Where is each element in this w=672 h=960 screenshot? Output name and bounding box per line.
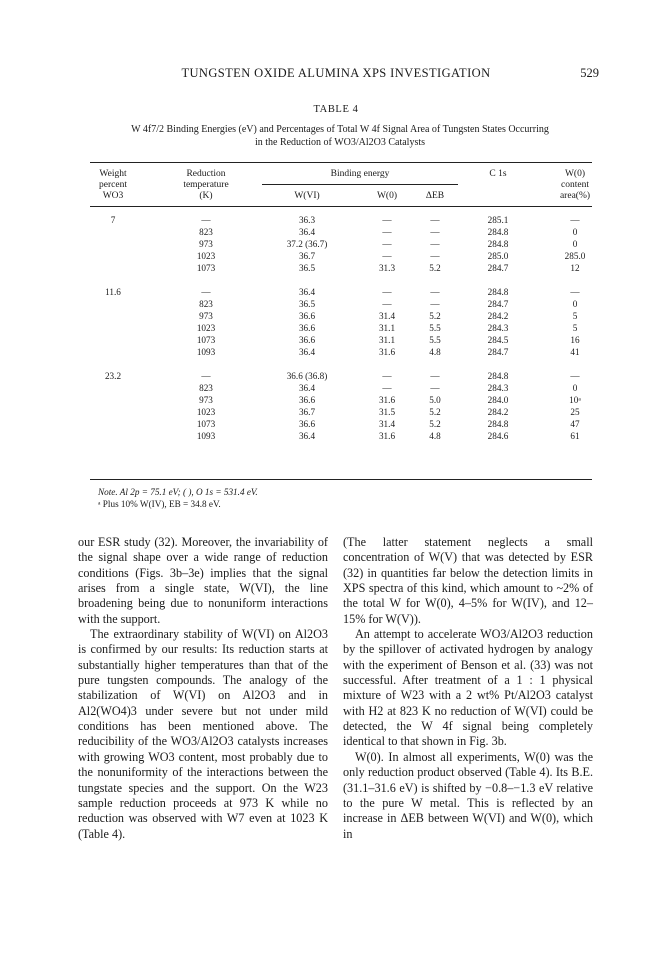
cell-temperature: 973 [199,239,213,250]
cell-w0-area: 0 [572,383,578,394]
cell-w0-area: 0 [572,239,578,250]
cell-temperature: — [201,371,211,381]
cell-wvi: 36.4 [298,287,316,297]
cell-w0: — [382,371,392,381]
table-caption [90,123,590,149]
cell-c1s: 284.6 [487,431,509,442]
cell-w0-area: 16 [570,335,580,346]
cell-deb: 5.2 [429,263,441,274]
cell-deb: 4.8 [429,431,441,442]
cell-w0-area: — [570,287,580,297]
cell-wvi: 36.7 [298,251,316,262]
cell-deb: — [430,251,440,262]
cell-deb: — [430,383,440,394]
cell-w0-area: 0 [572,227,578,238]
page-header [0,66,672,86]
cell-wvi: 36.5 [298,299,316,310]
cell-w0: — [382,251,392,262]
cell-w0-area: — [570,215,580,225]
right-paragraph-3: W(0). In almost all experiments, W(0) was the only reduction product observed (Table 4). Its B.E. (31.1–31.6 eV) is shifted by −0.8–−1.3 eV relative to the pure W metal. This is reflected by an increase in ΔEB between W(VI) and W(0), which in [343,749,593,841]
header-w0-content: W(0) content area(%) [559,169,591,201]
cell-temperature: 1093 [196,347,216,358]
cell-wvi: 36.6 [298,419,316,430]
cell-temperature: 823 [199,299,213,310]
header-deb: ΔEB [425,191,445,201]
header-c1s: C 1s [489,169,507,179]
cell-deb: — [430,227,440,238]
cell-temperature: 823 [199,227,213,238]
cell-c1s: 284.2 [487,407,509,418]
cell-c1s: 284.2 [487,311,509,322]
cell-w0: — [382,227,392,238]
right-paragraph-2: An attempt to accelerate WO3/Al2O3 reduction by the spillover of activated hydrogen by analogy with the experiment of Benson et al. (33) was not successful. After treatment of a 1 : 1 physical mixture of W23 with a 2 wt% Pt/Al2O3 catalyst with H2 at 823 K no reduction of W(VI) could be detected, the W 4f signal being completely identical to that shown in Fig. 3b. [343,627,593,749]
table-bottom-rule [90,479,592,480]
cell-w0-area: 25 [570,407,580,418]
cell-temperature: 1093 [196,431,216,442]
cell-deb: — [430,299,440,310]
header-wvi: W(VI) [294,191,320,201]
table-top-rule [90,162,592,163]
cell-temperature: 1073 [196,419,216,430]
cell-wvi: 37.2 (36.7) [286,239,328,250]
header-w0: W(0) [376,191,398,201]
cell-w0-area: 0 [572,299,578,310]
cell-c1s: 284.8 [487,287,509,297]
cell-temperature: 973 [199,311,213,322]
cell-c1s: 284.8 [487,371,509,381]
header-reduction: Reduction temperature (K) [183,169,229,201]
cell-w0: 31.4 [378,311,396,322]
cell-wvi: 36.4 [298,431,316,442]
cell-temperature: — [201,215,211,225]
cell-temperature: — [201,287,211,297]
cell-c1s: 284.3 [487,383,509,394]
cell-temperature: 1073 [196,335,216,346]
cell-weight-percent: 11.6 [105,287,121,297]
running-head: TUNGSTEN OXIDE ALUMINA XPS INVESTIGATION [181,66,491,80]
cell-c1s: 284.3 [487,323,509,334]
cell-temperature: 973 [199,395,213,406]
binding-energy-rule [262,184,458,185]
cell-c1s: 284.7 [487,299,509,310]
cell-c1s: 284.0 [487,395,509,406]
cell-temperature: 823 [199,383,213,394]
cell-wvi: 36.6 [298,323,316,334]
cell-w0: 31.6 [378,431,396,442]
cell-w0-area: 10ᵃ [569,395,581,406]
cell-temperature: 1023 [196,251,216,262]
cell-w0: 31.1 [378,323,396,334]
cell-deb: — [430,371,440,381]
table-label: TABLE 4 [313,104,359,115]
table-note: Note. Al 2p = 75.1 eV; ( ), O 1s = 531.4 eV. [98,487,258,497]
cell-wvi: 36.6 [298,311,316,322]
cell-w0: 31.4 [378,419,396,430]
cell-w0-area: 12 [570,263,580,274]
cell-w0-area: 5 [572,323,578,334]
cell-w0-area: 61 [570,431,580,442]
cell-w0: 31.3 [378,263,396,274]
cell-deb: — [430,215,440,225]
cell-c1s: 284.5 [487,335,509,346]
body-column-left [78,535,328,842]
cell-w0-area: 47 [570,419,580,430]
right-paragraph-1: (The latter statement neglects a small concentration of W(V) that was detected by ESR (32) in quantities far below the detection limits in XPS spectra of this kind, which amount to ~2% of the total W for W(0), 4–5% for W(IV), and 12–15% for W(V)). [343,535,593,626]
cell-w0: — [382,215,392,225]
cell-c1s: 285.0 [487,251,509,262]
left-paragraph-2: The extraordinary stability of W(VI) on Al2O3 is confirmed by our results: Its reduction starts at substantially higher temperatures than that of the pure tungsten compounds. The analogy of the stabilization of W(VI) on Al2O3 and in Al2(WO4)3 under severe but not under mild conditions has been mentioned above. The reducibility of the WO3/Al2O3 catalysts increases with growing WO3 content, most probably due to the nonuniformity of the interactions between the tungstate species and the support. On the W23 sample reduction proceeds at 973 K while no reduction was observed with W7 even at 1023 K (Table 4). [78,627,328,841]
cell-w0-area: — [570,371,580,381]
cell-wvi: 36.3 [298,215,316,225]
cell-w0-area: 5 [572,311,578,322]
cell-c1s: 284.7 [487,347,509,358]
cell-wvi: 36.7 [298,407,316,418]
cell-wvi: 36.6 [298,335,316,346]
cell-wvi: 36.6 [298,395,316,406]
cell-w0: 31.6 [378,395,396,406]
cell-wvi: 36.4 [298,347,316,358]
caption-line-1: W 4f7/2 Binding Energies (eV) and Percentages of Total W 4f Signal Area of Tungsten States Occurring [131,124,549,135]
cell-w0: — [382,239,392,250]
page-number: 529 [580,66,599,80]
cell-w0: — [382,383,392,394]
cell-w0: — [382,299,392,310]
cell-deb: 4.8 [429,347,441,358]
cell-wvi: 36.4 [298,383,316,394]
body-column-right [343,535,593,842]
caption-line-2: in the Reduction of WO3/Al2O3 Catalysts [254,137,426,148]
table-header-rule [90,206,592,207]
table-footnote: ᵃ Plus 10% W(IV), EB = 34.8 eV. [98,499,221,509]
cell-deb: 5.2 [429,311,441,322]
cell-w0: — [382,287,392,297]
cell-deb: 5.5 [429,335,441,346]
cell-w0-area: 41 [570,347,580,358]
cell-deb: 5.5 [429,323,441,334]
cell-w0: 31.1 [378,335,396,346]
header-weight: Weight percent WO3 [99,169,127,201]
cell-w0: 31.6 [378,347,396,358]
cell-temperature: 1073 [196,263,216,274]
cell-c1s: 284.8 [487,419,509,430]
cell-wvi: 36.6 (36.8) [286,371,328,381]
cell-w0-area: 285.0 [564,251,586,262]
cell-wvi: 36.5 [298,263,316,274]
cell-c1s: 284.8 [487,239,509,250]
cell-temperature: 1023 [196,323,216,334]
cell-c1s: 284.7 [487,263,509,274]
cell-deb: — [430,287,440,297]
cell-w0: 31.5 [378,407,396,418]
cell-deb: 5.0 [429,395,441,406]
cell-deb: — [430,239,440,250]
cell-c1s: 284.8 [487,227,509,238]
cell-deb: 5.2 [429,419,441,430]
cell-weight-percent: 7 [110,215,116,225]
header-binding-energy: Binding energy [330,169,390,179]
cell-wvi: 36.4 [298,227,316,238]
cell-temperature: 1023 [196,407,216,418]
left-paragraph-1: our ESR study (32). Moreover, the invariability of the signal shape over a wide range of reduction conditions (Figs. 3b–3e) implies that the signal arises from a single state, W(VI), the line broadening being due to nonuniform interactions with the support. [78,535,328,626]
cell-deb: 5.2 [429,407,441,418]
cell-weight-percent: 23.2 [104,371,122,381]
cell-c1s: 285.1 [487,215,509,225]
